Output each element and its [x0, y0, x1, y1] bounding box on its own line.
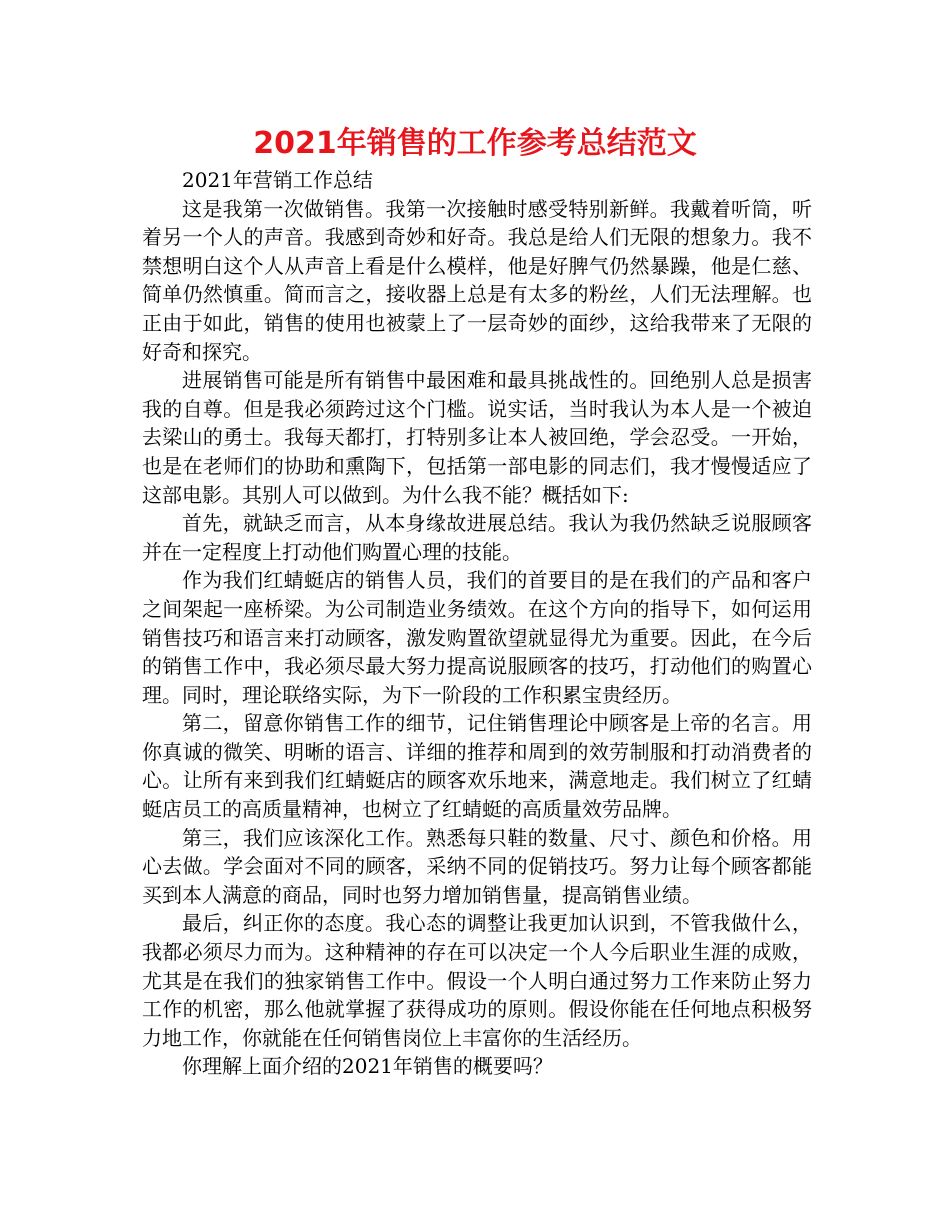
paragraph: 作为我们红蜻蜓店的销售人员，我们的首要目的是在我们的产品和客户之间架起一座桥梁。为公司制造业务绩效。在这个方向的指导下，如何运用销售技巧和语言来打动顾客，激发购置欲望就显得尤为重要。因此，在今后的销售工作中，我必须尽最大努力提高说服顾客的技巧，打动他们的购置心理。同时，理论联络实际，为下一阶段的工作积累宝贵经历。 — [142, 568, 812, 707]
paragraph: 进展销售可能是所有销售中最困难和最具挑战性的。回绝别人总是损害我的自尊。但是我必须跨过这个门槛。说实话，当时我认为本人是一个被迫去梁山的勇士。我每天都打，打特别多让本人被回绝，学会忍受。一开始，也是在老师们的协助和熏陶下，包括第一部电影的同志们，我才慢慢适应了这部电影。其别人可以做到。为什么我不能？概括如下: — [142, 368, 812, 507]
paragraph: 这是我第一次做销售。我第一次接触时感受特别新鲜。我戴着听筒，听着另一个人的声音。我感到奇妙和好奇。我总是给人们无限的想象力。我不禁想明白这个人从声音上看是什么模样，他是好脾气仍然暴躁，他是仁慈、简单仍然慎重。简而言之，接收器上总是有太多的粉丝，人们无法理解。也正由于如此，销售的使用也被蒙上了一层奇妙的面纱，这给我带来了无限的好奇和探究。 — [142, 196, 812, 364]
paragraph: 第三，我们应该深化工作。熟悉每只鞋的数量、尺寸、颜色和价格。用心去做。学会面对不同的顾客，采纳不同的促销技巧。努力让每个顾客都能买到本人满意的商品，同时也努力增加销售量，提高销售业绩。 — [142, 825, 812, 907]
paragraph-subtitle: 2021年营销工作总结 — [182, 168, 373, 192]
paragraph: 首先，就缺乏而言，从本身缘故进展总结。我认为我仍然缺乏说服顾客并在一定程度上打动他们购置心理的技能。 — [142, 511, 812, 564]
document-body — [142, 166, 812, 1081]
paragraph: 最后，纠正你的态度。我心态的调整让我更加认识到，不管我做什么，我都必须尽力而为。这种精神的存在可以决定一个人今后职业生涯的成败，尤其是在我们的独家销售工作中。假设一个人明白通过努力工作来防止努力工作的机密，那么他就掌握了获得成功的原则。假设你能在任何地点积极努力地工作，你就能在任何销售岗位上丰富你的生活经历。 — [142, 911, 812, 1050]
paragraph: 第二，留意你销售工作的细节，记住销售理论中顾客是上帝的名言。用你真诚的微笑、明晰的语言、详细的推荐和周到的效劳制服和打动消费者的心。让所有来到我们红蜻蜓店的顾客欢乐地来，满意地走。我们树立了红蜻蜓店员工的高质量精神，也树立了红蜻蜓的高质量效劳品牌。 — [142, 711, 812, 822]
paragraph-closing: 你理解上面介绍的2021年销售的概要吗？ — [182, 1054, 553, 1079]
document-title: 2021年销售的工作参考总结范文 — [253, 126, 697, 161]
